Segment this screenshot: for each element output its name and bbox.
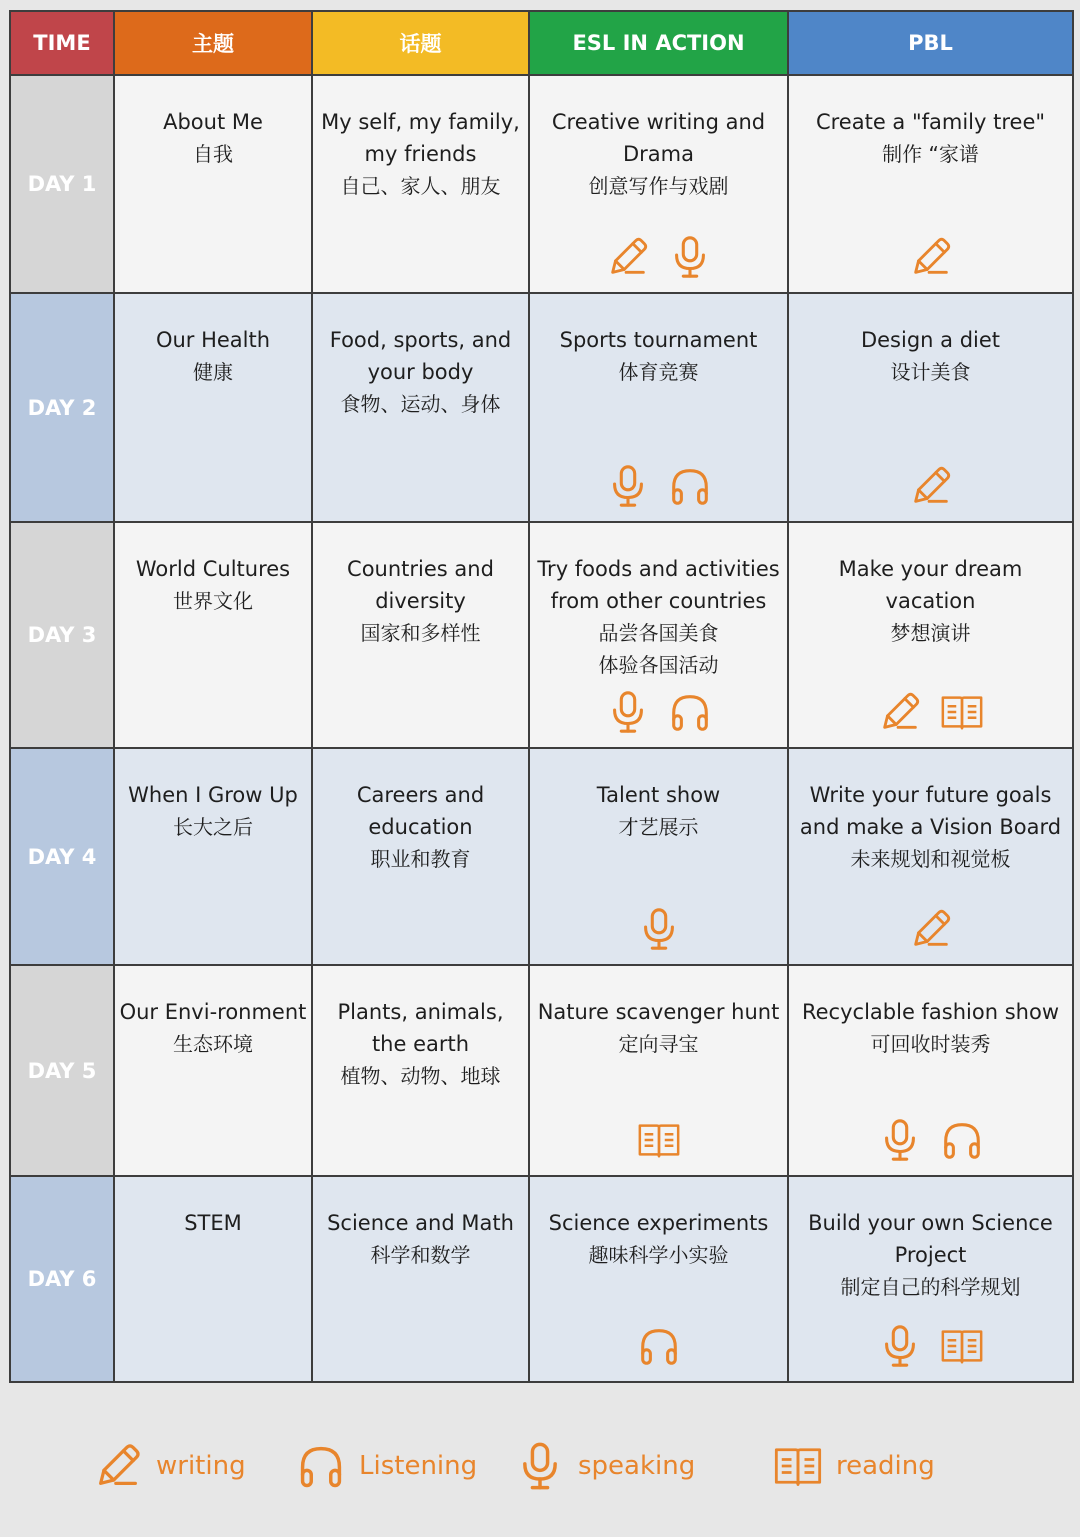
- esl-en-1-text: Try foods and activities: [537, 557, 780, 581]
- topic-en-1-text: Science and Math: [327, 1211, 514, 1235]
- theme-zh-text: 生态环境: [173, 1032, 253, 1056]
- pencil-icon: [605, 234, 651, 280]
- book-icon: [772, 1440, 824, 1492]
- topic-cell: [312, 75, 529, 293]
- legend-item-speaking: [502, 1420, 695, 1492]
- skill-icons: [530, 689, 787, 735]
- theme-en-text: When I Grow Up: [128, 783, 298, 807]
- esl-cell: [529, 75, 788, 293]
- pencil-icon: [92, 1440, 144, 1492]
- skill-icons: [530, 906, 787, 952]
- esl-zh-1-text: 品尝各国美食: [598, 621, 719, 645]
- pbl-en-2-text: vacation: [885, 589, 976, 613]
- esl-en-1-text: Nature scavenger hunt: [537, 1000, 780, 1024]
- headphones-icon: [636, 1323, 682, 1369]
- header-pbl: PBL: [788, 11, 1073, 75]
- skill-icons: [530, 1117, 787, 1163]
- pbl-zh-1-text: 制作 “家谱: [882, 142, 979, 166]
- theme-zh-text: 世界文化: [173, 589, 253, 613]
- legend-label-reading: reading: [836, 1451, 935, 1481]
- esl-cell: [529, 1176, 788, 1382]
- table-row: [10, 522, 1073, 748]
- topic-cell: [312, 293, 529, 522]
- topic-zh-text: 国家和多样性: [360, 621, 481, 645]
- theme-cell: [114, 522, 312, 748]
- pbl-cell: [788, 75, 1073, 293]
- topic-en-2-text: education: [368, 815, 473, 839]
- pbl-en-1-text: Create a "family tree": [815, 110, 1046, 134]
- esl-cell: [529, 965, 788, 1176]
- pbl-cell: [788, 522, 1073, 748]
- topic-zh-text: 自己、家人、朋友: [340, 174, 501, 198]
- header-esl-in-action: ESL IN ACTION: [529, 11, 788, 75]
- pencil-icon: [877, 689, 923, 735]
- esl-zh-2-text: 体验各国活动: [598, 653, 719, 677]
- topic-zh-text: 科学和数学: [370, 1243, 471, 1267]
- table-row: [10, 293, 1073, 522]
- day-label: DAY 3: [10, 522, 114, 748]
- day-label: DAY 4: [10, 748, 114, 965]
- skill-icons: [789, 234, 1072, 280]
- pbl-en-1-text: Build your own Science: [808, 1211, 1053, 1235]
- legend-label-speaking: speaking: [578, 1451, 696, 1481]
- esl-en-2-text: from other countries: [550, 589, 767, 613]
- esl-cell: [529, 522, 788, 748]
- pbl-cell: [788, 1176, 1073, 1382]
- table-row: [10, 1176, 1073, 1382]
- esl-zh-1-text: 趣味科学小实验: [588, 1243, 729, 1267]
- skill-icons: [530, 463, 787, 509]
- pbl-zh-1-text: 未来规划和视觉板: [850, 847, 1011, 871]
- topic-zh-text: 食物、运动、身体: [340, 392, 501, 416]
- book-icon: [939, 1323, 985, 1369]
- schedule-table: [9, 10, 1074, 1383]
- microphone-icon: [877, 1323, 923, 1369]
- theme-en-text: Our Envi-ronment: [119, 1000, 307, 1024]
- table-row: [10, 748, 1073, 965]
- topic-cell: [312, 1176, 529, 1382]
- topic-cell: [312, 965, 529, 1176]
- pbl-en-1-text: Make your dream: [838, 557, 1023, 581]
- esl-zh-1-text: 创意写作与戏剧: [588, 174, 729, 198]
- topic-en-2-text: your body: [367, 360, 474, 384]
- esl-zh-1-text: 才艺展示: [618, 815, 699, 839]
- pbl-zh-1-text: 制定自己的科学规划: [840, 1275, 1021, 1299]
- esl-cell: [529, 748, 788, 965]
- topic-en-1-text: Countries and: [347, 557, 494, 581]
- microphone-icon: [605, 463, 651, 509]
- header-theme: 主题: [114, 11, 312, 75]
- topic-zh-text: 职业和教育: [370, 847, 471, 871]
- topic-en-2-text: my friends: [364, 142, 477, 166]
- esl-en-1-text: Sports tournament: [559, 328, 758, 352]
- skill-icons: [530, 1323, 787, 1369]
- theme-zh-text: 自我: [193, 142, 233, 166]
- topic-cell: [312, 522, 529, 748]
- theme-zh-text: 长大之后: [173, 815, 253, 839]
- theme-en-text: World Cultures: [135, 557, 291, 581]
- skill-icons: [530, 234, 787, 280]
- topic-en-2-text: the earth: [371, 1032, 470, 1056]
- microphone-icon: [514, 1440, 566, 1492]
- esl-en-2-text: Drama: [623, 142, 694, 166]
- pbl-en-1-text: Recyclable fashion show: [801, 1000, 1059, 1024]
- skills-legend: [0, 1420, 1080, 1500]
- day-label: DAY 1: [10, 75, 114, 293]
- theme-cell: [114, 965, 312, 1176]
- topic-en-1-text: Careers and: [356, 783, 485, 807]
- headphones-icon: [667, 463, 713, 509]
- headphones-icon: [295, 1440, 347, 1492]
- microphone-icon: [667, 234, 713, 280]
- pbl-en-1-text: Write your future goals: [809, 783, 1052, 807]
- legend-label-listening: Listening: [359, 1451, 478, 1481]
- pencil-icon: [908, 234, 954, 280]
- pbl-zh-1-text: 梦想演讲: [890, 621, 971, 645]
- pbl-zh-1-text: 可回收时装秀: [870, 1032, 991, 1056]
- day-label: DAY 6: [10, 1176, 114, 1382]
- day-label: DAY 2: [10, 293, 114, 522]
- legend-item-listening: [283, 1420, 477, 1492]
- pencil-icon: [908, 463, 954, 509]
- topic-en-1-text: Food, sports, and: [329, 328, 512, 352]
- table-row: [10, 75, 1073, 293]
- pbl-cell: [788, 748, 1073, 965]
- microphone-icon: [877, 1117, 923, 1163]
- pbl-cell: [788, 293, 1073, 522]
- book-icon: [939, 689, 985, 735]
- theme-cell: [114, 1176, 312, 1382]
- theme-cell: [114, 75, 312, 293]
- header-time: TIME: [10, 11, 114, 75]
- theme-cell: [114, 748, 312, 965]
- esl-en-1-text: Talent show: [596, 783, 721, 807]
- microphone-icon: [636, 906, 682, 952]
- esl-en-1-text: Science experiments: [548, 1211, 769, 1235]
- theme-cell: [114, 293, 312, 522]
- skill-icons: [789, 906, 1072, 952]
- topic-en-2-text: diversity: [375, 589, 466, 613]
- esl-en-1-text: Creative writing and: [551, 110, 766, 134]
- headphones-icon: [939, 1117, 985, 1163]
- esl-cell: [529, 293, 788, 522]
- skill-icons: [789, 463, 1072, 509]
- book-icon: [636, 1117, 682, 1163]
- pencil-icon: [908, 906, 954, 952]
- legend-item-reading: [760, 1420, 935, 1492]
- skill-icons: [789, 1323, 1072, 1369]
- pbl-en-2-text: and make a Vision Board: [799, 815, 1062, 839]
- pbl-en-2-text: Project: [894, 1243, 967, 1267]
- theme-en-text: About Me: [163, 110, 263, 134]
- esl-zh-1-text: 体育竞赛: [618, 360, 699, 384]
- esl-zh-1-text: 定向寻宝: [618, 1032, 699, 1056]
- pbl-en-1-text: Design a diet: [860, 328, 1001, 352]
- header-topic: 话题: [312, 11, 529, 75]
- topic-en-1-text: Plants, animals,: [337, 1000, 504, 1024]
- day-label: DAY 5: [10, 965, 114, 1176]
- legend-label-writing: writing: [156, 1451, 246, 1481]
- skill-icons: [789, 689, 1072, 735]
- legend-item-writing: [80, 1420, 246, 1492]
- table-row: [10, 965, 1073, 1176]
- pbl-zh-1-text: 设计美食: [890, 360, 971, 384]
- microphone-icon: [605, 689, 651, 735]
- topic-en-1-text: My self, my family,: [321, 110, 520, 134]
- topic-zh-text: 植物、动物、地球: [340, 1064, 501, 1088]
- skill-icons: [789, 1117, 1072, 1163]
- theme-en-text: Our Health: [155, 328, 271, 352]
- pbl-cell: [788, 965, 1073, 1176]
- theme-zh-text: 健康: [193, 360, 233, 384]
- header-row: [10, 11, 1073, 75]
- topic-cell: [312, 748, 529, 965]
- theme-en-text: STEM: [184, 1211, 242, 1235]
- headphones-icon: [667, 689, 713, 735]
